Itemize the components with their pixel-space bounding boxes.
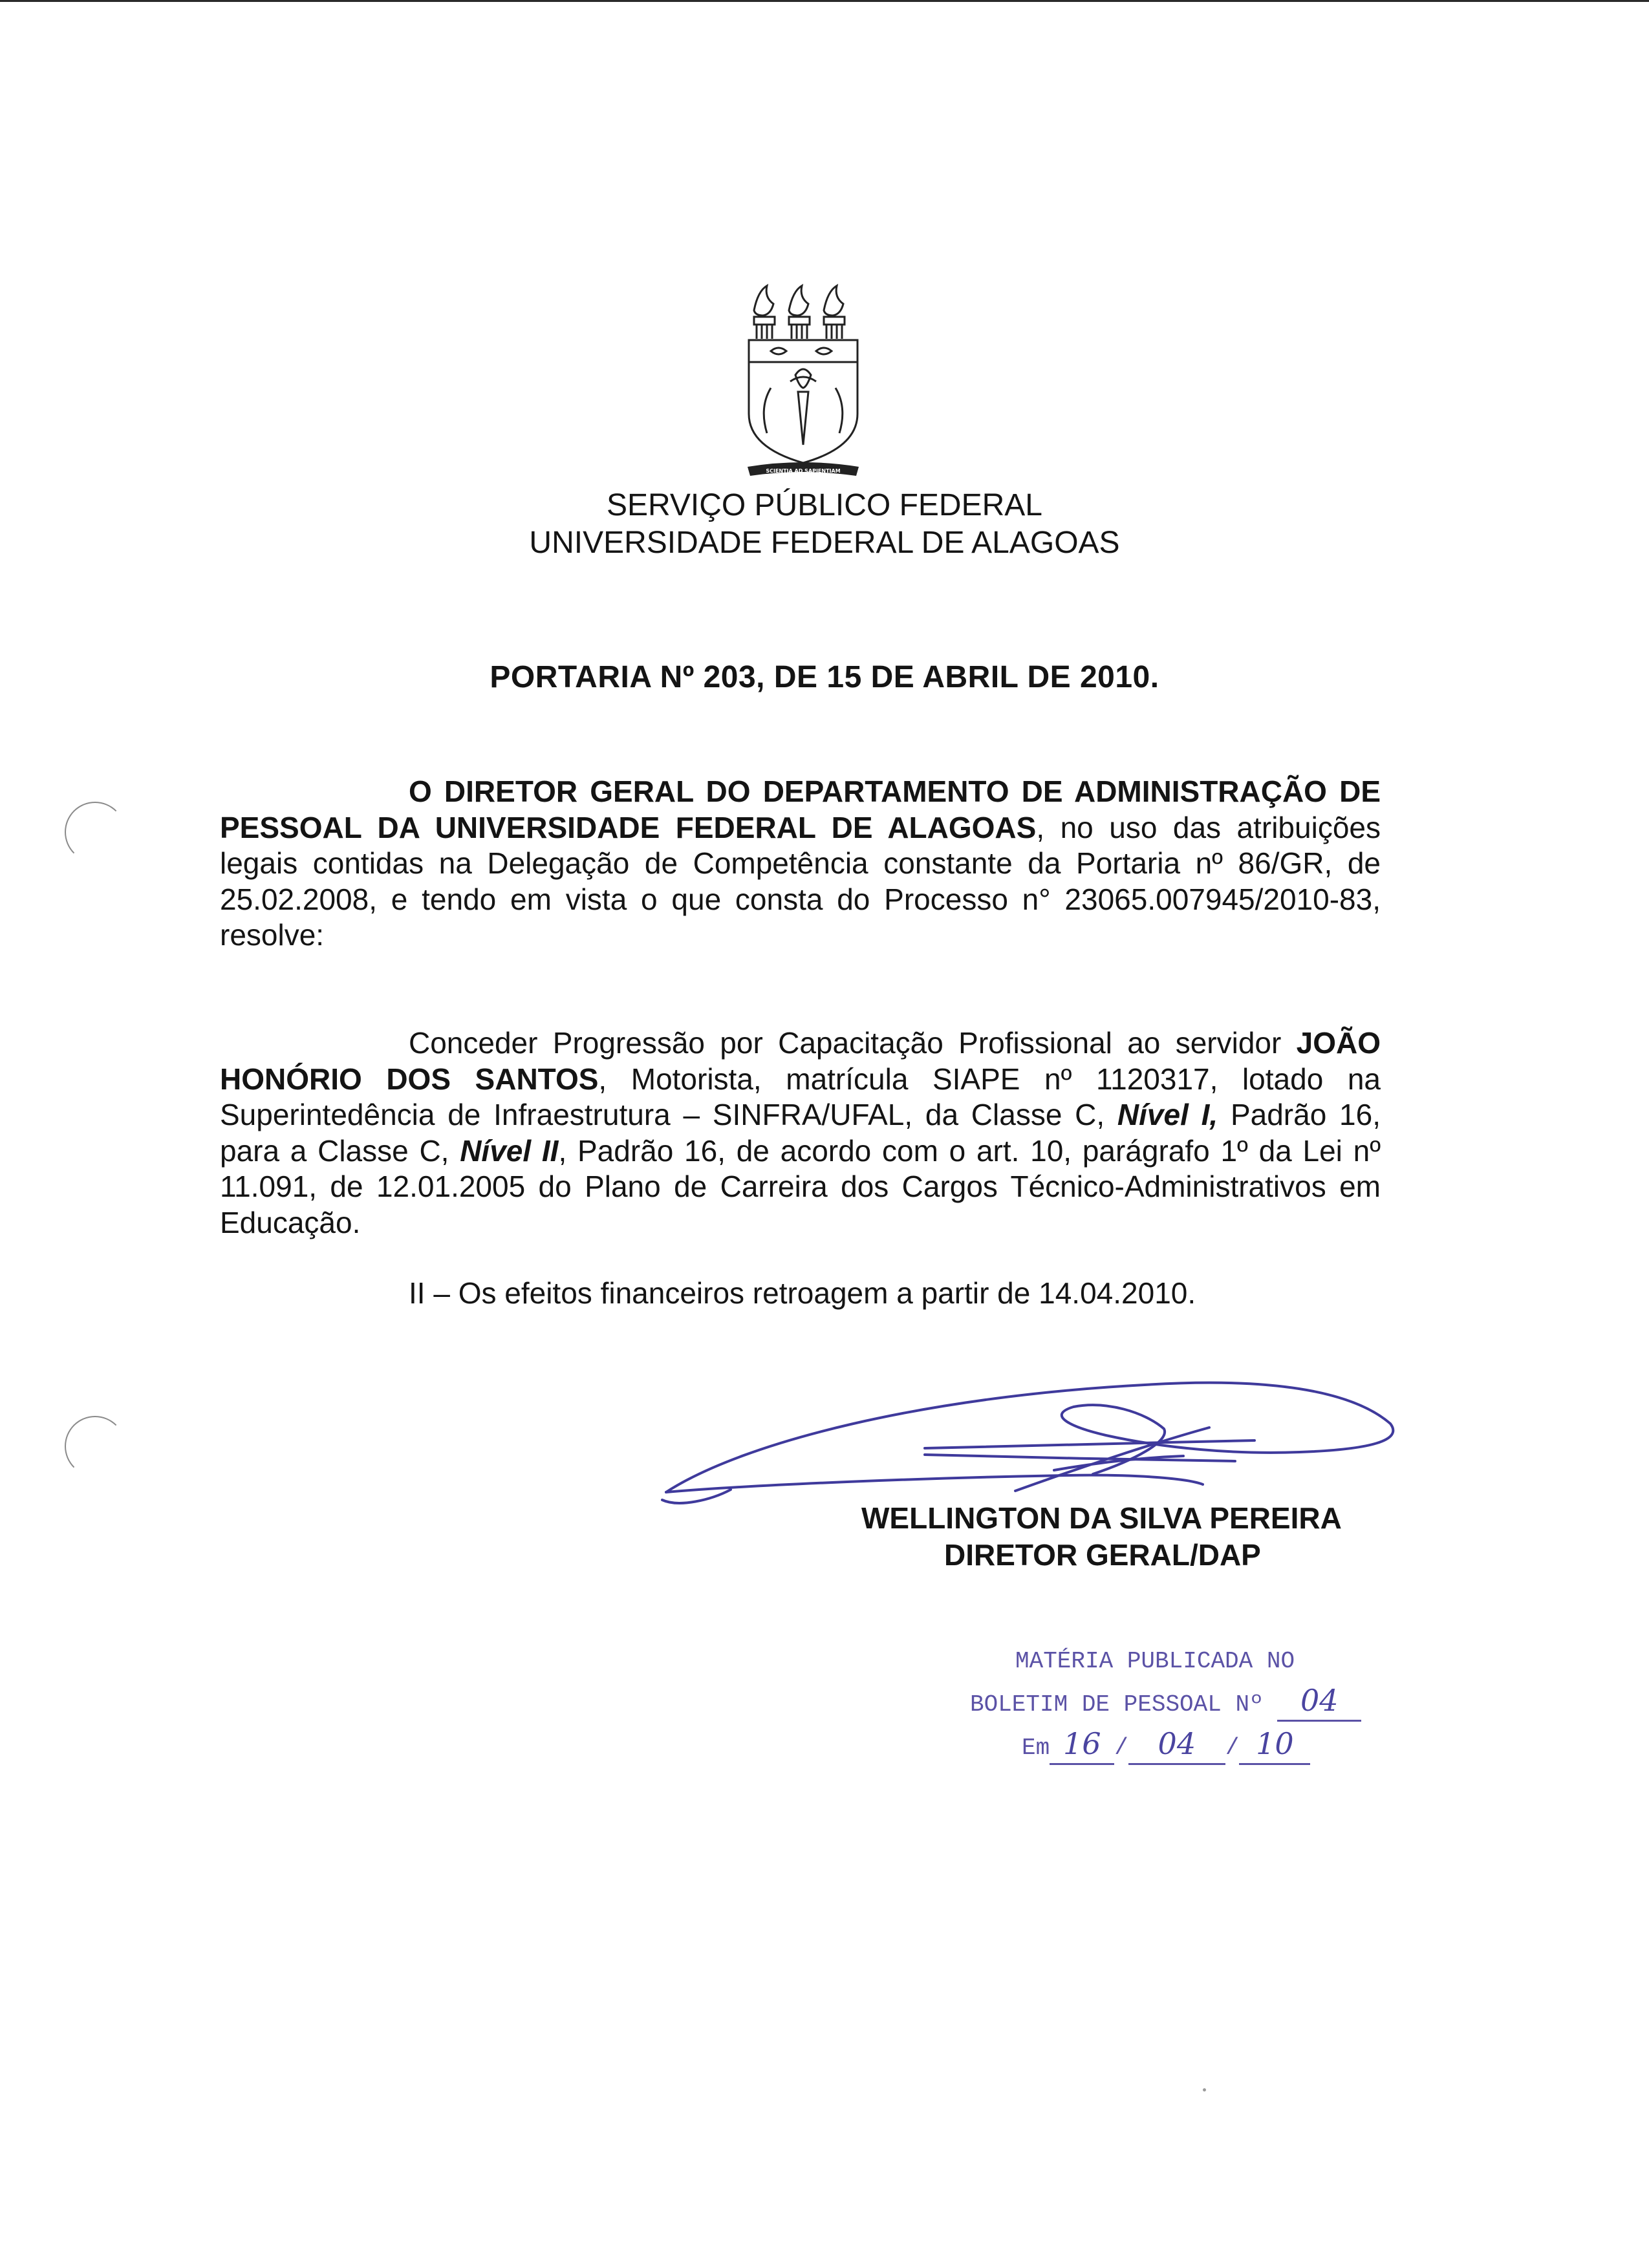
handwritten-signature [653, 1364, 1410, 1519]
signatory-block [861, 1500, 1379, 1574]
stamp-bulletin-label: BOLETIM DE PESSOAL Nº [970, 1691, 1264, 1718]
stamp-line-2 [970, 1681, 1423, 1724]
article-1-text-c: Padrão 16, para a Classe C, [220, 1098, 1381, 1168]
signatory-name: WELLINGTON DA SILVA PEREIRA [861, 1501, 1342, 1535]
signatory-role: DIRETOR GERAL/DAP [944, 1538, 1261, 1572]
article-1-paragraph [220, 1025, 1381, 1241]
binder-hole-top [65, 802, 125, 862]
publication-stamp [970, 1642, 1423, 1768]
stamp-month: 04 [1128, 1724, 1225, 1765]
stamp-line-1: MATÉRIA PUBLICADA NO [1015, 1648, 1295, 1674]
preamble-authority: O DIRETOR GERAL DO DEPARTAMENTO DE ADMINISTRAÇÃO DE PESSOAL DA UNIVERSIDADE FEDERAL DE ALAGOAS [220, 775, 1381, 844]
ordinance-title: PORTARIA Nº 203, DE 15 DE ABRIL DE 2010. [490, 660, 1159, 694]
preamble-paragraph [220, 774, 1381, 954]
binder-hole-bottom [65, 1416, 125, 1477]
stamp-bulletin-number: 04 [1277, 1681, 1361, 1722]
crest-motto: SCIENTIA AD SAPIENTIAM [766, 468, 841, 474]
server-name: JOÃO HONÓRIO DOS SANTOS [220, 1026, 1381, 1096]
preamble-text: , no uso das atribuições legais contidas na Delegação de Competência constante da Portaria nº 86/GR, de 25.02.2008, e tendo em vista o que consta do Processo n° 23065.007945/2010-83, resolve: [220, 810, 1381, 952]
institution-line-1: SERVIÇO PÚBLICO FEDERAL [607, 488, 1042, 522]
article-1-text-d: , Padrão 16, de acordo com o art. 10, parágrafo 1º da Lei nº 11.091, de 12.01.2005 do Plano de Carreira dos Cargos Técnico-Administrativos em Educação. [220, 1133, 1381, 1239]
stamp-day: 16 [1050, 1724, 1114, 1765]
level-from: Nível I, [1117, 1098, 1218, 1131]
level-to: Nível II [460, 1133, 559, 1168]
article-2-paragraph: II – Os efeitos financeiros retroagem a partir de 14.04.2010. [409, 1276, 1196, 1310]
scan-speck [1203, 2088, 1206, 2091]
stamp-date-label: Em [1022, 1735, 1050, 1761]
stamp-line-3: Em 16 / 04 / 10 [970, 1724, 1423, 1768]
stamp-year: 10 [1239, 1724, 1310, 1765]
article-1-text-b: , Motorista, matrícula SIAPE nº 1120317, lotado na Superintedência de Infraestrutura – SINFRA/UFAL, da Classe C, [220, 1062, 1381, 1131]
article-1-text-a: Conceder Progressão por Capacitação Profissional ao servidor [409, 1026, 1297, 1060]
institution-line-2: UNIVERSIDADE FEDERAL DE ALAGOAS [529, 526, 1120, 560]
university-crest-icon [745, 278, 861, 478]
scan-edge [0, 0, 1649, 2]
